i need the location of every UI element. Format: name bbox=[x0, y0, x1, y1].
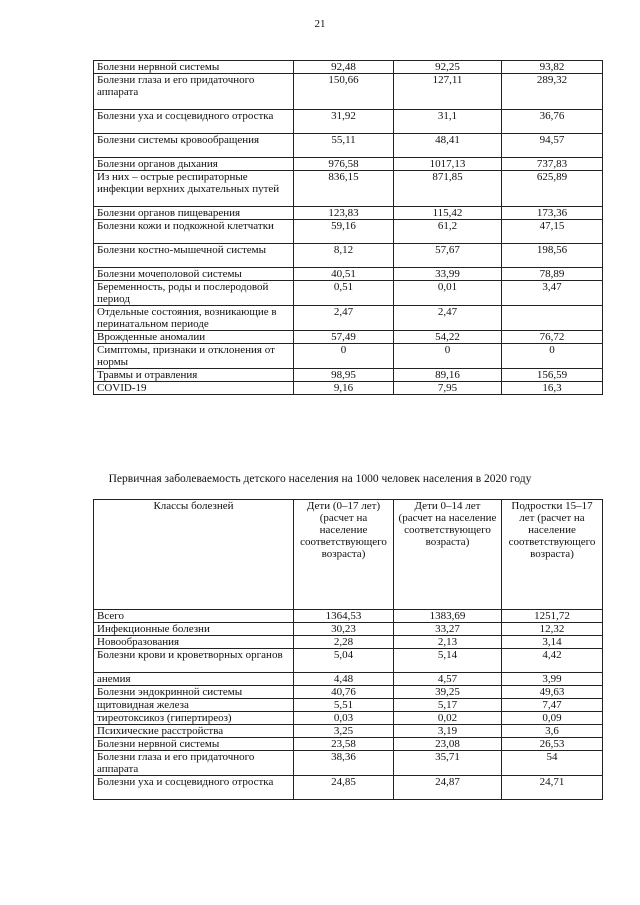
row-value: 3,25 bbox=[294, 725, 394, 738]
row-value: 78,89 bbox=[502, 268, 603, 281]
row-value: 5,17 bbox=[394, 699, 502, 712]
table-row bbox=[94, 110, 603, 134]
table-row bbox=[94, 673, 603, 686]
row-value: 40,51 bbox=[294, 268, 394, 281]
row-value: 55,11 bbox=[294, 134, 394, 158]
row-value: 3,99 bbox=[502, 673, 603, 686]
row-value: 3,47 bbox=[502, 281, 603, 306]
row-value: 16,3 bbox=[502, 382, 603, 395]
table-row bbox=[94, 623, 603, 636]
table-row bbox=[94, 244, 603, 268]
row-value: 871,85 bbox=[394, 171, 502, 207]
table-row bbox=[94, 738, 603, 751]
row-value: 5,14 bbox=[394, 649, 502, 673]
row-value: 836,15 bbox=[294, 171, 394, 207]
row-value: 35,71 bbox=[394, 751, 502, 776]
table-row bbox=[94, 134, 603, 158]
table-row bbox=[94, 220, 603, 244]
row-value: 4,57 bbox=[394, 673, 502, 686]
row-value: 0,03 bbox=[294, 712, 394, 725]
row-value: 289,32 bbox=[502, 74, 603, 110]
row-label: Болезни эндокринной системы bbox=[94, 686, 294, 699]
row-value: 30,23 bbox=[294, 623, 394, 636]
row-label: Болезни системы кровообращения bbox=[94, 134, 294, 158]
row-value: 2,13 bbox=[394, 636, 502, 649]
table-row bbox=[94, 369, 603, 382]
row-value: 0,09 bbox=[502, 712, 603, 725]
row-value: 9,16 bbox=[294, 382, 394, 395]
table-row bbox=[94, 281, 603, 306]
row-value: 0,01 bbox=[394, 281, 502, 306]
row-value: 54 bbox=[502, 751, 603, 776]
row-value: 3,14 bbox=[502, 636, 603, 649]
row-label: Отдельные состояния, возникающие в перинатальном периоде bbox=[94, 306, 294, 331]
table-caption: Первичная заболеваемость детского населения на 1000 человек населения в 2020 году bbox=[108, 473, 532, 485]
row-label: Из них – острые респираторные инфекции верхних дыхательных путей bbox=[94, 171, 294, 207]
row-value: 33,99 bbox=[394, 268, 502, 281]
row-label: Болезни глаза и его придаточного аппарата bbox=[94, 74, 294, 110]
row-value: 1017,13 bbox=[394, 158, 502, 171]
row-value: 5,51 bbox=[294, 699, 394, 712]
row-value: 115,42 bbox=[394, 207, 502, 220]
row-value: 0 bbox=[394, 344, 502, 369]
row-label: Болезни органов дыхания bbox=[94, 158, 294, 171]
row-value: 2,28 bbox=[294, 636, 394, 649]
row-value: 76,72 bbox=[502, 331, 603, 344]
row-value: 38,36 bbox=[294, 751, 394, 776]
row-label: Инфекционные болезни bbox=[94, 623, 294, 636]
row-label: Симптомы, признаки и отклонения от нормы bbox=[94, 344, 294, 369]
row-value: 57,49 bbox=[294, 331, 394, 344]
table-row bbox=[94, 712, 603, 725]
header-teens-15-17: Подростки 15–17 лет (расчет на население соответствующего возраста) bbox=[502, 500, 603, 610]
row-value: 1251,72 bbox=[502, 610, 603, 623]
row-value: 92,48 bbox=[294, 61, 394, 74]
row-value: 61,2 bbox=[394, 220, 502, 244]
table-row bbox=[94, 725, 603, 738]
row-value: 59,16 bbox=[294, 220, 394, 244]
row-value: 2,47 bbox=[294, 306, 394, 331]
row-value: 0 bbox=[502, 344, 603, 369]
row-value: 31,92 bbox=[294, 110, 394, 134]
row-value: 737,83 bbox=[502, 158, 603, 171]
row-value: 98,95 bbox=[294, 369, 394, 382]
row-value: 5,04 bbox=[294, 649, 394, 673]
row-value: 1383,69 bbox=[394, 610, 502, 623]
row-label: Болезни крови и кроветворных органов bbox=[94, 649, 294, 673]
row-label: COVID-19 bbox=[94, 382, 294, 395]
row-value: 89,16 bbox=[394, 369, 502, 382]
table-row bbox=[94, 686, 603, 699]
table-row bbox=[94, 268, 603, 281]
row-label: анемия bbox=[94, 673, 294, 686]
table-row bbox=[94, 610, 603, 623]
row-value: 198,56 bbox=[502, 244, 603, 268]
row-value: 7,47 bbox=[502, 699, 603, 712]
table-row bbox=[94, 207, 603, 220]
row-value: 47,15 bbox=[502, 220, 603, 244]
row-label: щитовидная железа bbox=[94, 699, 294, 712]
page-number: 21 bbox=[314, 18, 326, 30]
row-label: тиреотоксикоз (гипертиреоз) bbox=[94, 712, 294, 725]
table-row bbox=[94, 306, 603, 331]
row-value: 7,95 bbox=[394, 382, 502, 395]
row-value: 625,89 bbox=[502, 171, 603, 207]
row-value: 40,76 bbox=[294, 686, 394, 699]
header-children-0-17: Дети (0–17 лет) (расчет на население соответствующего возраста) bbox=[294, 500, 394, 610]
row-value: 26,53 bbox=[502, 738, 603, 751]
row-value: 173,36 bbox=[502, 207, 603, 220]
table-row bbox=[94, 331, 603, 344]
table-row bbox=[94, 74, 603, 110]
row-value: 0 bbox=[294, 344, 394, 369]
row-value: 93,82 bbox=[502, 61, 603, 74]
row-value: 150,66 bbox=[294, 74, 394, 110]
row-value: 8,12 bbox=[294, 244, 394, 268]
table-row bbox=[94, 649, 603, 673]
child-morbidity-table bbox=[93, 499, 603, 800]
row-label: Болезни уха и сосцевидного отростка bbox=[94, 110, 294, 134]
table-row bbox=[94, 171, 603, 207]
table-row bbox=[94, 61, 603, 74]
row-label: Врожденные аномалии bbox=[94, 331, 294, 344]
row-value: 36,76 bbox=[502, 110, 603, 134]
row-label: Болезни мочеполовой системы bbox=[94, 268, 294, 281]
row-value: 1364,53 bbox=[294, 610, 394, 623]
row-value: 24,85 bbox=[294, 776, 394, 800]
header-disease-class: Классы болезней bbox=[94, 500, 294, 610]
row-label: Беременность, роды и послеродовой период bbox=[94, 281, 294, 306]
row-label: Болезни нервной системы bbox=[94, 738, 294, 751]
table-row bbox=[94, 636, 603, 649]
row-value bbox=[502, 306, 603, 331]
row-value: 156,59 bbox=[502, 369, 603, 382]
row-value: 39,25 bbox=[394, 686, 502, 699]
row-value: 23,58 bbox=[294, 738, 394, 751]
row-value: 0,02 bbox=[394, 712, 502, 725]
row-value: 31,1 bbox=[394, 110, 502, 134]
morbidity-table-continued bbox=[93, 60, 603, 395]
row-value: 48,41 bbox=[394, 134, 502, 158]
table-row bbox=[94, 158, 603, 171]
row-label: Болезни нервной системы bbox=[94, 61, 294, 74]
row-label: Психические расстройства bbox=[94, 725, 294, 738]
row-value: 49,63 bbox=[502, 686, 603, 699]
row-value: 4,48 bbox=[294, 673, 394, 686]
row-value: 94,57 bbox=[502, 134, 603, 158]
row-value: 24,87 bbox=[394, 776, 502, 800]
header-children-0-14: Дети 0–14 лет (расчет на население соответствующего возраста) bbox=[394, 500, 502, 610]
row-value: 0,51 bbox=[294, 281, 394, 306]
row-label: Болезни глаза и его придаточного аппарата bbox=[94, 751, 294, 776]
row-label: Травмы и отравления bbox=[94, 369, 294, 382]
row-value: 4,42 bbox=[502, 649, 603, 673]
row-value: 976,58 bbox=[294, 158, 394, 171]
row-label: Болезни костно-мышечной системы bbox=[94, 244, 294, 268]
row-value: 2,47 bbox=[394, 306, 502, 331]
table-row bbox=[94, 751, 603, 776]
row-label: Новообразования bbox=[94, 636, 294, 649]
table-header-row bbox=[94, 500, 603, 610]
row-label: Болезни уха и сосцевидного отростка bbox=[94, 776, 294, 800]
row-value: 57,67 bbox=[394, 244, 502, 268]
row-value: 23,08 bbox=[394, 738, 502, 751]
row-value: 54,22 bbox=[394, 331, 502, 344]
row-label: Болезни кожи и подкожной клетчатки bbox=[94, 220, 294, 244]
table-row bbox=[94, 344, 603, 369]
table-row bbox=[94, 382, 603, 395]
row-value: 24,71 bbox=[502, 776, 603, 800]
row-value: 12,32 bbox=[502, 623, 603, 636]
row-value: 92,25 bbox=[394, 61, 502, 74]
row-value: 123,83 bbox=[294, 207, 394, 220]
row-label: Болезни органов пищеварения bbox=[94, 207, 294, 220]
row-value: 127,11 bbox=[394, 74, 502, 110]
row-label: Всего bbox=[94, 610, 294, 623]
row-value: 3,6 bbox=[502, 725, 603, 738]
row-value: 33,27 bbox=[394, 623, 502, 636]
table-row bbox=[94, 776, 603, 800]
table-row bbox=[94, 699, 603, 712]
row-value: 3,19 bbox=[394, 725, 502, 738]
